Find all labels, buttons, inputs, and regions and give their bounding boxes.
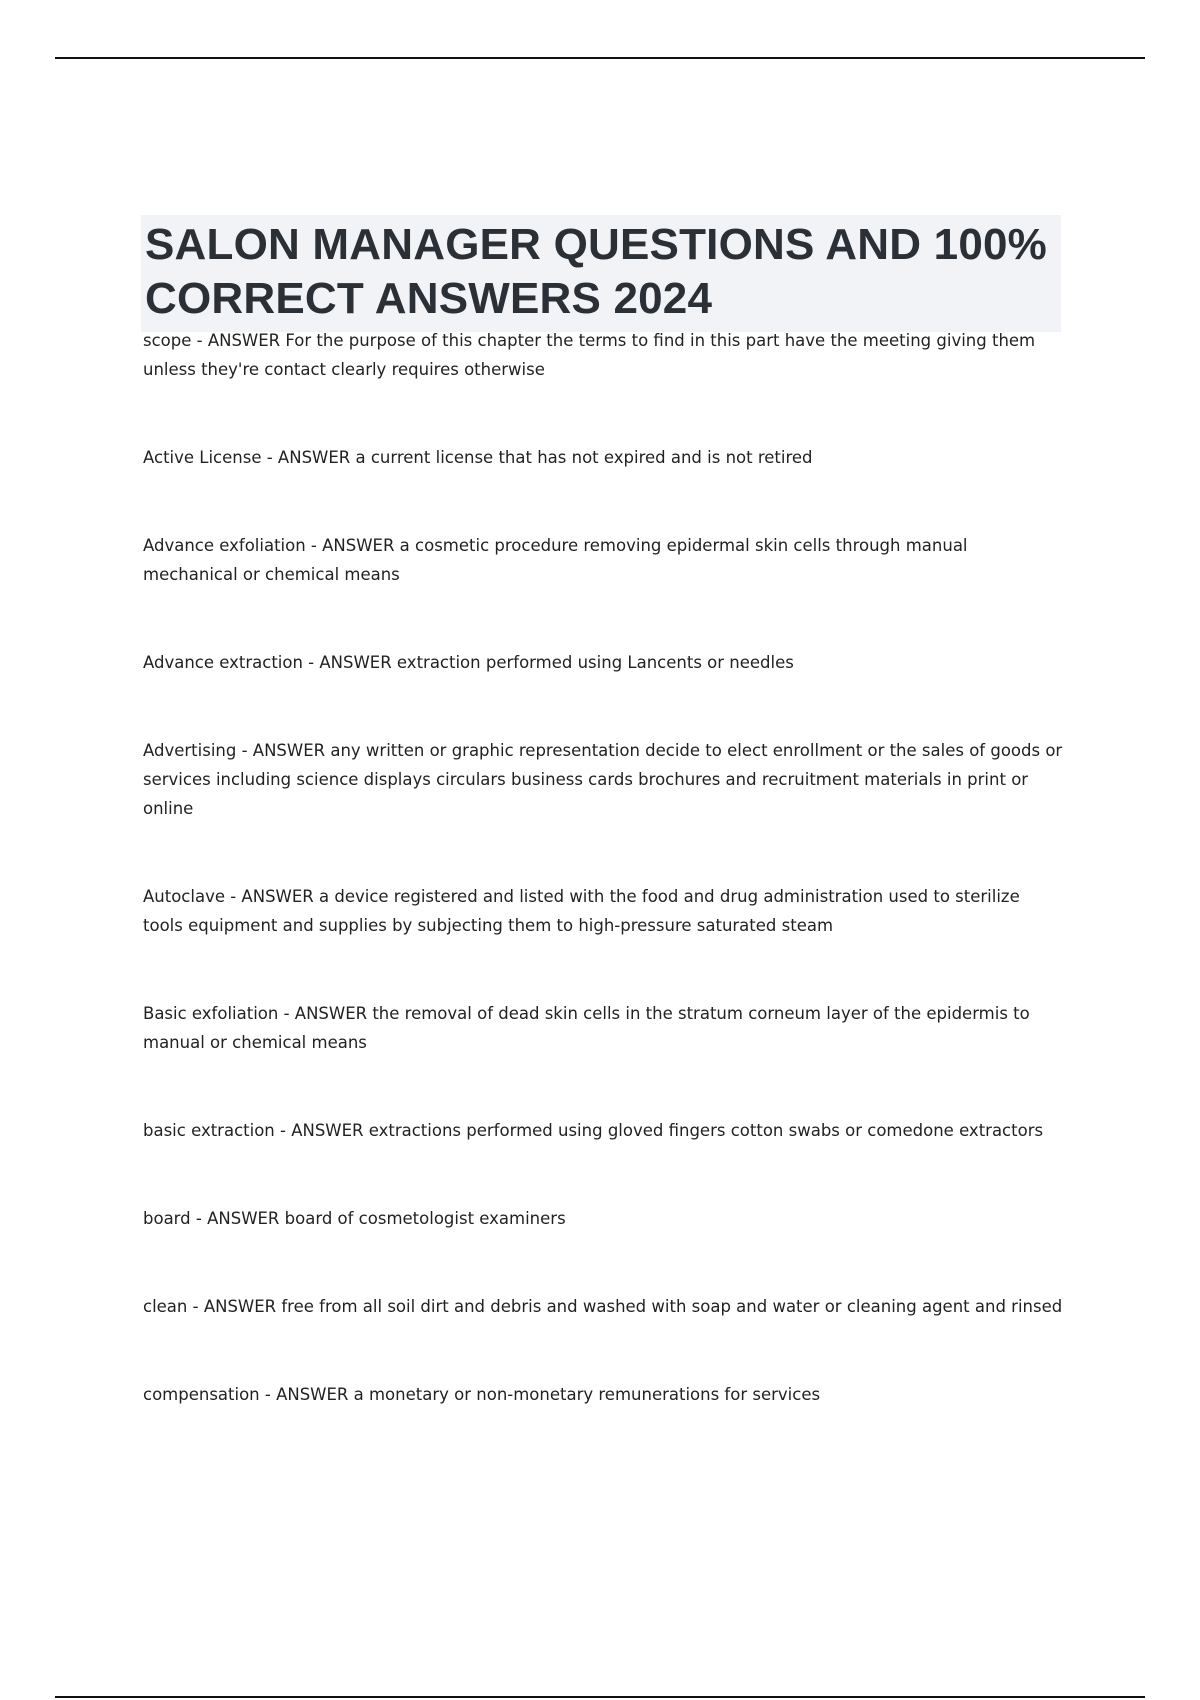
document-title: SALON MANAGER QUESTIONS AND 100% CORRECT ANSWERS 2024: [145, 220, 1047, 323]
qa-entry: compensation - ANSWER a monetary or non-monetary remunerations for services: [143, 1385, 821, 1404]
qa-entry: basic extraction - ANSWER extractions performed using gloved fingers cotton swabs or comedone extractors: [143, 1121, 1044, 1140]
qa-entry: board - ANSWER board of cosmetologist examiners: [143, 1209, 566, 1228]
qa-entry: Active License - ANSWER a current license that has not expired and is not retired: [143, 448, 813, 467]
qa-entry: Advance exfoliation - ANSWER a cosmetic procedure removing epidermal skin cells through manual mechanical or chemical means: [143, 536, 968, 584]
qa-entry: Basic exfoliation - ANSWER the removal of dead skin cells in the stratum corneum layer of the epidermis to manual or chemical means: [143, 1004, 1030, 1052]
qa-entry: Autoclave - ANSWER a device registered and listed with the food and drug administration used to sterilize tools equipment and supplies by subjecting them to high-pressure saturated steam: [143, 887, 1020, 935]
top-rule: [55, 57, 1145, 59]
bottom-rule: [55, 1696, 1145, 1698]
qa-entry: Advance extraction - ANSWER extraction performed using Lancents or needles: [143, 653, 794, 672]
qa-entry: clean - ANSWER free from all soil dirt and debris and washed with soap and water or cleaning agent and rinsed: [143, 1297, 1063, 1316]
qa-entry: scope - ANSWER For the purpose of this chapter the terms to find in this part have the meeting giving them unless they're contact clearly requires otherwise: [143, 331, 1036, 379]
qa-list: [143, 326, 1063, 1409]
qa-entry: Advertising - ANSWER any written or graphic representation decide to elect enrollment or the sales of goods or services including science displays circulars business cards brochures and recruitment materials in print or online: [143, 741, 1063, 818]
title-block: [141, 215, 1061, 332]
